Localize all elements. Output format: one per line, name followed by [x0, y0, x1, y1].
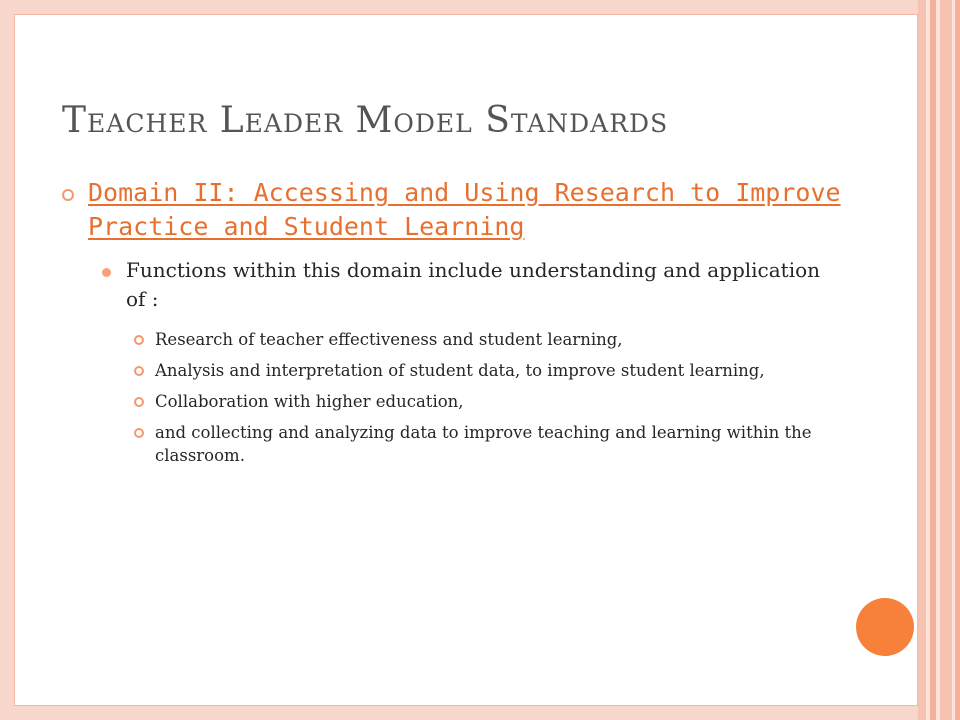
decorative-stripe — [955, 0, 960, 720]
list-item — [62, 359, 842, 382]
list-item — [62, 328, 842, 351]
level1-bullet-item — [62, 176, 842, 244]
list-item-text: Analysis and interpretation of student data, to improve student learning, — [155, 361, 765, 380]
list-item — [62, 421, 842, 467]
ring-bullet-icon — [62, 189, 74, 201]
frame-bottom-border — [0, 706, 920, 720]
frame-top-border — [0, 0, 920, 14]
ring-bullet-icon — [134, 335, 144, 345]
slide-content — [62, 176, 842, 467]
decorative-stripe — [940, 0, 952, 720]
domain-link[interactable]: Domain II: Accessing and Using Research to Improve Practice and Student Learning — [88, 178, 841, 241]
decorative-circle — [856, 598, 914, 656]
decorative-stripe — [918, 0, 926, 720]
list-item-text: Research of teacher effectiveness and student learning, — [155, 330, 623, 349]
dot-bullet-icon — [102, 268, 111, 277]
ring-bullet-icon — [134, 397, 144, 407]
list-item-text: and collecting and analyzing data to improve teaching and learning within the classroom. — [155, 423, 812, 465]
slide-title: Teacher Leader Model Standards — [62, 100, 669, 141]
list-item — [62, 390, 842, 413]
intro-text: Functions within this domain include understanding and application of : — [126, 258, 821, 311]
ring-bullet-icon — [134, 428, 144, 438]
level2-bullet-item — [62, 256, 842, 314]
ring-bullet-icon — [134, 366, 144, 376]
list-item-text: Collaboration with higher education, — [155, 392, 464, 411]
frame-left-border — [0, 0, 14, 720]
